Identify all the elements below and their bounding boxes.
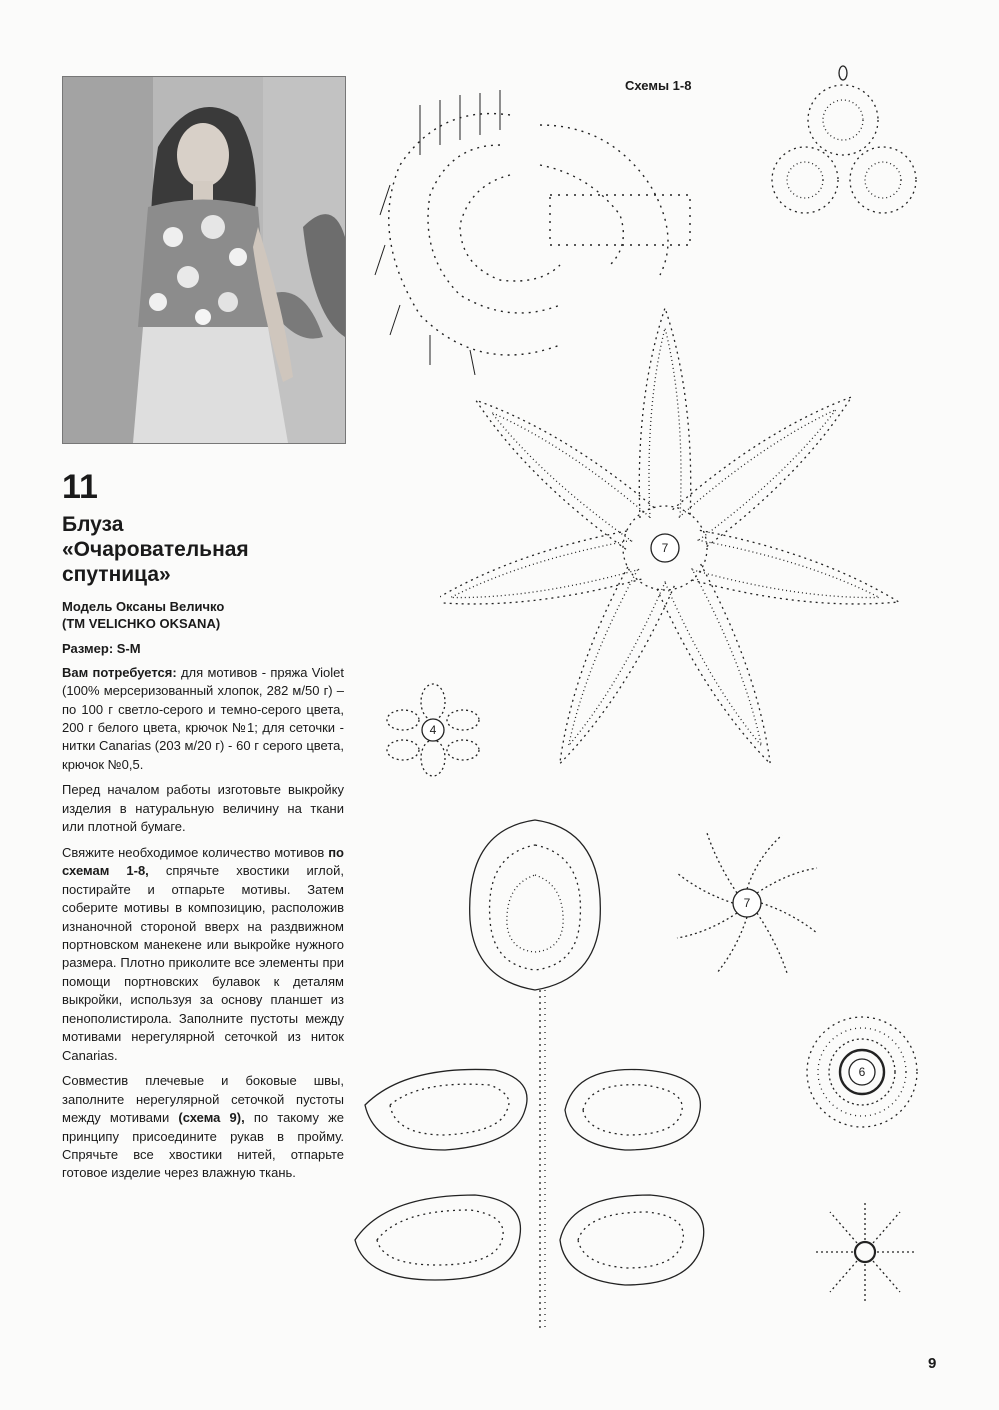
trefoil-diagram	[765, 65, 925, 225]
leaf-branch-diagram	[345, 810, 715, 1330]
paragraph-2-bold: по схемам 1-8,	[62, 844, 344, 879]
schemes-heading: Схемы 1-8	[625, 78, 692, 93]
spiral-motif-number: 7	[743, 896, 751, 910]
radial-star-diagram	[808, 1195, 923, 1310]
article-title	[62, 512, 344, 588]
paragraph-2	[62, 844, 344, 1065]
materials-paragraph	[62, 664, 344, 775]
model-credit	[62, 598, 344, 633]
article-text	[62, 470, 344, 1190]
paragraph-2-end: спрячьте хвостики иглой, постирайте и отпарьте мотивы. Затем соберите мотивы в композицию, расположив изнаночной стороной вверх на раздвижном портновском манекене или выкройке нужного размера. Плотно приколите все элементы при помощи портновских булавок к деталям выкройки, используя за основу планшет из пенополистирола. Заполните пустоты между мотивами нерегулярной сеточкой из ниток Canarias.	[62, 863, 344, 1063]
materials-text: для мотивов - пряжа Violet (100% мерсеризованный хлопок, 282 м/50 г) – по 100 г светло-серого и темно-серого цвета, 200 г белого цвета, крючок №1; для сеточки - нитки Canarias (203 м/20 г) - 60 г серого цвета, крючок №0,5.	[62, 664, 344, 772]
materials-lead: Вам потребуется:	[62, 664, 177, 680]
size-line: Размер: S-M	[62, 640, 141, 656]
paragraph-1: Перед началом работы изготовьте выкройку изделия в натуральную величину на ткани или плотной бумаге.	[62, 782, 344, 835]
star-flower-diagram	[440, 290, 930, 780]
ring-motif-diagram	[800, 1010, 925, 1135]
paragraph-3-start: Совместив плечевые и боковые швы, заполните нерегулярной сеточкой пустоты между мотивами	[62, 1073, 344, 1126]
page-number: 9	[928, 1355, 937, 1372]
ring-motif-number: 6	[858, 1065, 866, 1079]
title-line-1: Блуза	[62, 513, 124, 536]
star-flower-number: 7	[661, 541, 669, 555]
small-flower-number: 4	[429, 723, 437, 737]
paragraph-3-end: по такому же принципу присоедините рукав в пройму. Спрячьте все хвостики нитей, отпарьте готовое изделие через влажную ткань.	[62, 1110, 345, 1181]
title-line-2: «Очаровательная спутница»	[62, 538, 249, 587]
model-credit-line-2: (TM VELICHKO OKSANA)	[62, 616, 221, 632]
paragraph-3-bold: (схема 9),	[178, 1110, 245, 1126]
small-flower-diagram	[375, 680, 495, 780]
model-credit-line-1: Модель Оксаны Величко	[62, 598, 225, 614]
paragraph-3	[62, 1072, 344, 1183]
spiral-motif-diagram	[662, 818, 832, 988]
model-photo	[62, 76, 346, 444]
article-number: 11	[62, 468, 98, 506]
paragraph-2-start: Свяжите необходимое количество мотивов	[62, 844, 325, 860]
